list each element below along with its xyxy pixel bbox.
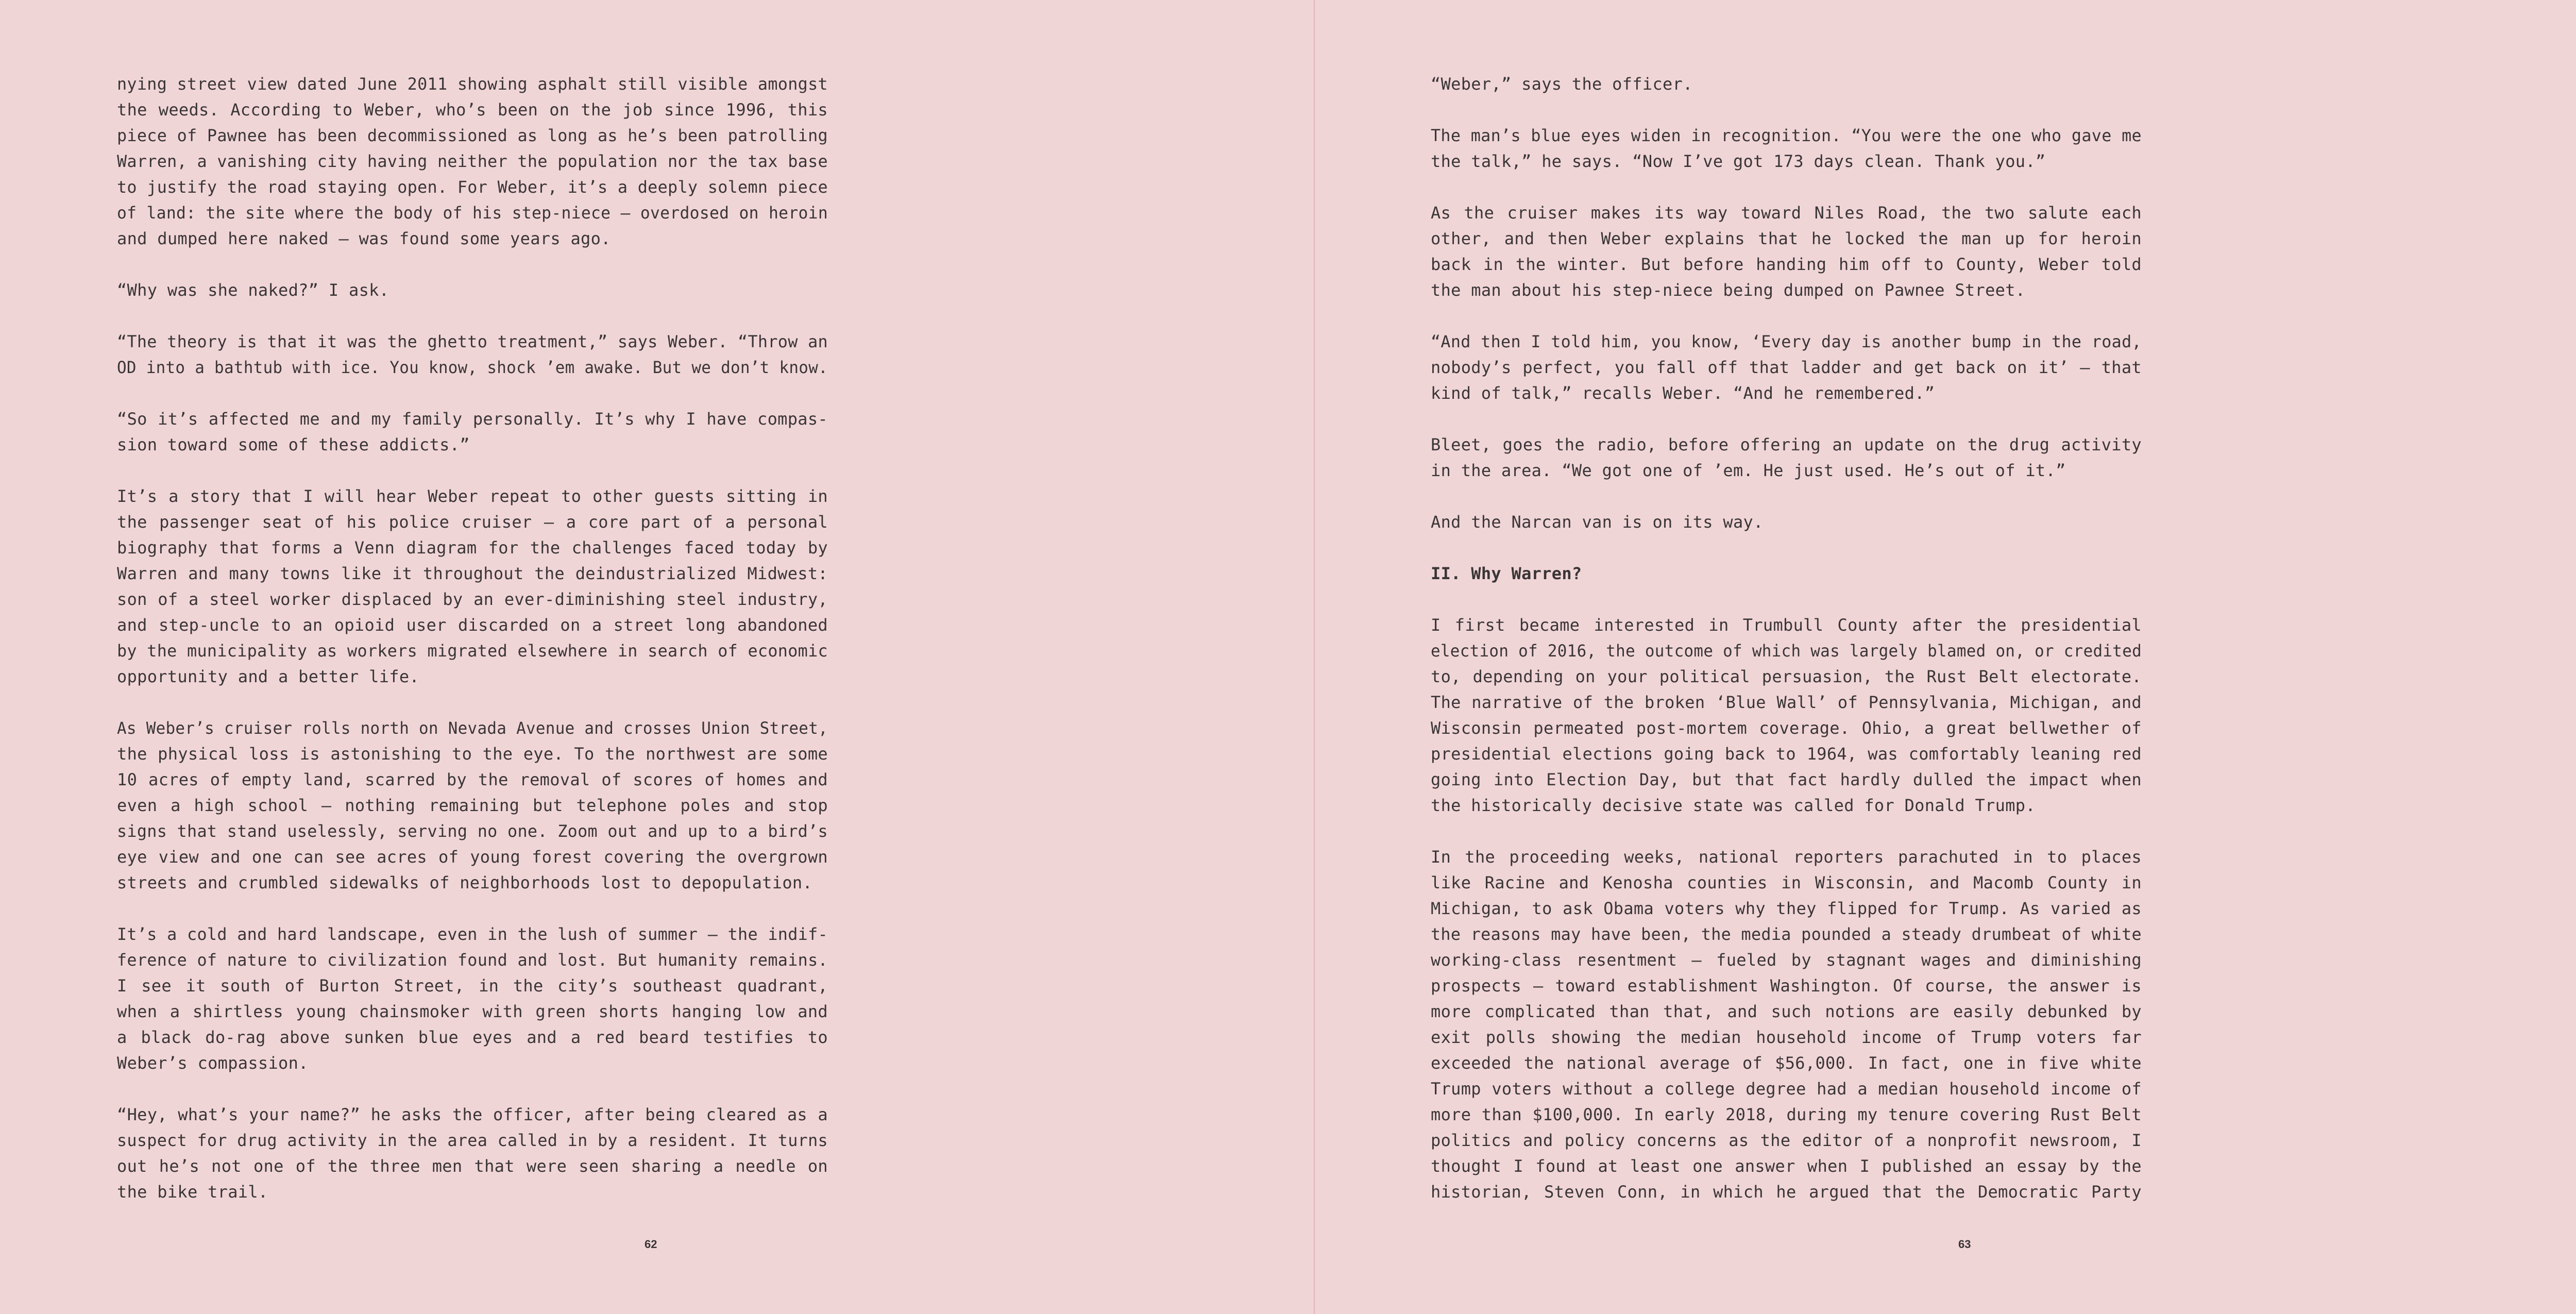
text-line: of land: the site where the body of his step-niece – overdosed on heroin <box>117 203 828 223</box>
text-line: thought I found at least one answer when I published an essay by the <box>1431 1156 2142 1176</box>
page-number: 62 <box>645 1238 657 1251</box>
text-line: The narrative of the broken ‘Blue Wall’ of Pennsylvania, Michigan, and <box>1431 693 2142 712</box>
text-line: In the proceeding weeks, national reporters parachuted in to places <box>1431 847 2142 867</box>
text-line: politics and policy concerns as the editor of a nonprofit newsroom, I <box>1431 1131 2142 1150</box>
text-line: more than $100,000. In early 2018, during my tenure covering Rust Belt <box>1431 1105 2142 1124</box>
text-line: opportunity and a better life. <box>117 667 419 686</box>
page-number: 63 <box>1958 1238 1971 1251</box>
text-line: Warren and many towns like it throughout the deindustrialized Midwest: <box>117 564 828 583</box>
paragraph <box>1431 200 2142 303</box>
text-line: nying street view dated June 2011 showing asphalt still visible amongst <box>117 74 828 94</box>
paragraph <box>117 715 828 896</box>
text-line: out he’s not one of the three men that were seen sharing a needle on <box>117 1156 828 1176</box>
text-line: signs that stand uselessly, serving no one. Zoom out and up to a bird’s <box>117 821 828 841</box>
text-line: “So it’s affected me and my family personally. It’s why I have compas- <box>117 409 828 429</box>
text-line: “The theory is that it was the ghetto treatment,” says Weber. “Throw an <box>117 332 828 351</box>
text-line: exit polls showing the median household income of Trump voters far <box>1431 1027 2142 1047</box>
heading-text: II. Why Warren? <box>1431 564 1582 583</box>
text-line: “And then I told him, you know, ‘Every day is another bump in the road, <box>1431 332 2142 351</box>
text-line: presidential elections going back to 1964, was comfortably leaning red <box>1431 744 2142 764</box>
text-line: nobody’s perfect, you fall off that ladder and get back on it’ – that <box>1431 358 2142 377</box>
text-line: I see it south of Burton Street, in the city’s southeast quadrant, <box>117 976 828 996</box>
paragraph <box>1431 844 2142 1205</box>
text-line: election of 2016, the outcome of which was largely blamed on, or credited <box>1431 641 2142 661</box>
text-line: in the area. “We got one of ’em. He just used. He’s out of it.” <box>1431 461 2066 480</box>
text-line: even a high school – nothing remaining but telephone poles and stop <box>117 796 828 815</box>
text-line: working-class resentment – fueled by stagnant wages and diminishing <box>1431 950 2142 970</box>
text-line: the man about his step-niece being dumped on Pawnee Street. <box>1431 280 2026 300</box>
text-line: the physical loss is astonishing to the eye. To the northwest are some <box>117 744 828 764</box>
text-line: As Weber’s cruiser rolls north on Nevada Avenue and crosses Union Street, <box>117 718 828 738</box>
text-line: to justify the road staying open. For Weber, it’s a deeply solemn piece <box>117 177 828 197</box>
text-line: It’s a story that I will hear Weber repeat to other guests sitting in <box>117 486 828 506</box>
text-line: to, depending on your political persuasion, the Rust Belt electorate. <box>1431 667 2142 686</box>
paragraph <box>117 277 828 303</box>
text-line: Trump voters without a college degree had a median household income of <box>1431 1079 2142 1099</box>
text-line: a black do-rag above sunken blue eyes and a red beard testifies to <box>117 1027 828 1047</box>
text-line: OD into a bathtub with ice. You know, shock ’em awake. But we don’t know. <box>117 358 828 377</box>
paragraph <box>1431 432 2142 483</box>
text-line: streets and crumbled sidewalks of neighborhoods lost to depopulation. <box>117 873 813 892</box>
text-line: sion toward some of these addicts.” <box>117 435 470 454</box>
text-line: the talk,” he says. “Now I’ve got 173 days clean. Thank you.” <box>1431 151 2046 171</box>
paragraph <box>117 483 828 689</box>
text-line: the reasons may have been, the media pounded a steady drumbeat of white <box>1431 924 2142 944</box>
text-line: back in the winter. But before handing him off to County, Weber told <box>1431 255 2142 274</box>
paragraph <box>117 406 828 458</box>
text-line: It’s a cold and hard landscape, even in the lush of summer – the indif- <box>117 924 828 944</box>
paragraph <box>117 71 828 251</box>
text-line: and step-uncle to an opioid user discarded on a street long abandoned <box>117 615 828 635</box>
text-line: other, and then Weber explains that he locked the man up for heroin <box>1431 229 2142 248</box>
text-line: the weeds. According to Weber, who’s been on the job since 1996, this <box>117 100 828 120</box>
left-text-column <box>117 71 828 1231</box>
text-line: eye view and one can see acres of young forest covering the overgrown <box>117 847 828 867</box>
paragraph <box>1431 612 2142 818</box>
text-line: more complicated than that, and such notions are easily debunked by <box>1431 1002 2142 1021</box>
text-line: and dumped here naked – was found some years ago. <box>117 229 611 248</box>
text-line: like Racine and Kenosha counties in Wisconsin, and Macomb County in <box>1431 873 2142 892</box>
text-line: suspect for drug activity in the area called in by a resident. It turns <box>117 1131 828 1150</box>
text-line: “Weber,” says the officer. <box>1431 74 1693 94</box>
text-line: the bike trail. <box>117 1182 268 1202</box>
text-line: Bleet, goes the radio, before offering an update on the drug activity <box>1431 435 2142 454</box>
text-line: Wisconsin permeated post-mortem coverage. Ohio, a great bellwether of <box>1431 718 2142 738</box>
text-line: biography that forms a Venn diagram for the challenges faced today by <box>117 538 828 558</box>
text-line: I first became interested in Trumbull County after the presidential <box>1431 615 2142 635</box>
text-line: prospects – toward establishment Washington. Of course, the answer is <box>1431 976 2142 996</box>
text-line: going into Election Day, but that fact hardly dulled the impact when <box>1431 770 2142 789</box>
text-line: when a shirtless young chainsmoker with green shorts hanging low and <box>117 1002 828 1021</box>
paragraph <box>1431 509 2142 535</box>
section-heading <box>1431 561 2142 586</box>
text-line: And the Narcan van is on its way. <box>1431 512 1764 532</box>
paragraph <box>1431 329 2142 406</box>
text-line: ference of nature to civilization found and lost. But humanity remains. <box>117 950 828 970</box>
right-page <box>1314 0 2576 1314</box>
text-line: kind of talk,” recalls Weber. “And he remembered.” <box>1431 383 1935 403</box>
text-line: exceeded the national average of $56,000. In fact, one in five white <box>1431 1053 2142 1073</box>
text-line: 10 acres of empty land, scarred by the removal of scores of homes and <box>117 770 828 789</box>
text-line: Michigan, to ask Obama voters why they flipped for Trump. As varied as <box>1431 899 2142 918</box>
text-line: by the municipality as workers migrated elsewhere in search of economic <box>117 641 828 661</box>
text-line: Warren, a vanishing city having neither the population nor the tax base <box>117 151 828 171</box>
text-line: the passenger seat of his police cruiser – a core part of a personal <box>117 512 828 532</box>
paragraph <box>117 329 828 380</box>
text-line: “Why was she naked?” I ask. <box>117 280 389 300</box>
text-line: historian, Steven Conn, in which he argued that the Democratic Party <box>1431 1182 2142 1202</box>
text-line: The man’s blue eyes widen in recognition. “You were the one who gave me <box>1431 126 2142 145</box>
text-line: son of a steel worker displaced by an ever-diminishing steel industry, <box>117 589 828 609</box>
text-line: Weber’s compassion. <box>117 1053 309 1073</box>
paragraph <box>117 1102 828 1205</box>
paragraph <box>1431 71 2142 97</box>
right-text-column <box>1431 71 2142 1231</box>
text-line: the historically decisive state was called for Donald Trump. <box>1431 796 2036 815</box>
text-line: As the cruiser makes its way toward Niles Road, the two salute each <box>1431 203 2142 223</box>
text-line: “Hey, what’s your name?” he asks the officer, after being cleared as a <box>117 1105 828 1124</box>
paragraph <box>1431 123 2142 174</box>
text-line: piece of Pawnee has been decommissioned as long as he’s been patrolling <box>117 126 828 145</box>
paragraph <box>117 921 828 1076</box>
